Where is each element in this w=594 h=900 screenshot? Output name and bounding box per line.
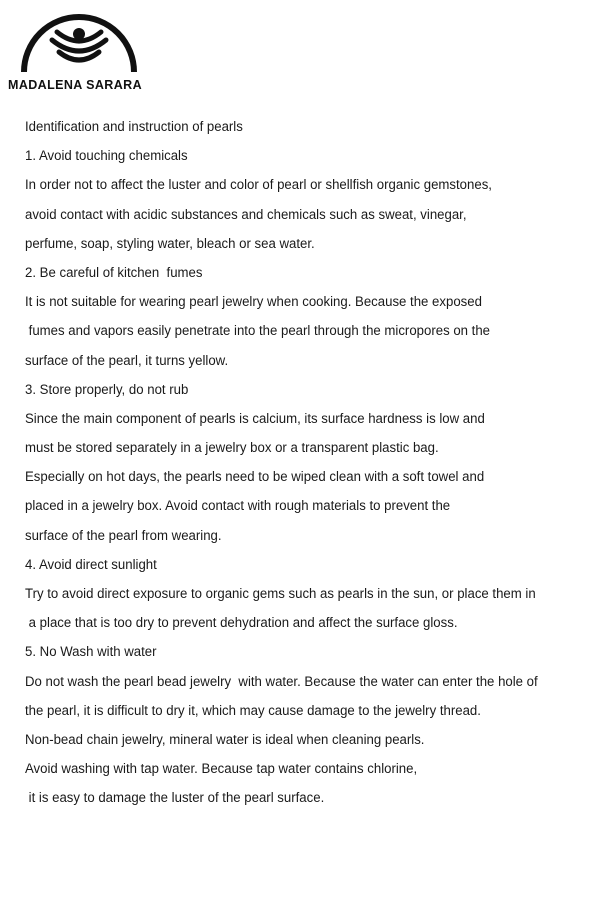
text-line: a place that is too dry to prevent dehydration and affect the surface gloss. — [25, 615, 458, 632]
text-line: avoid contact with acidic substances and chemicals such as sweat, vinegar, — [25, 206, 467, 223]
text-line: surface of the pearl, it turns yellow. — [25, 352, 229, 369]
text-line: 4. Avoid direct sunlight — [25, 556, 157, 573]
text-line: fumes and vapors easily penetrate into the pearl through the micropores on the — [25, 323, 491, 340]
text-line: perfume, soap, styling water, bleach or sea water. — [25, 235, 315, 252]
text-line: placed in a jewelry box. Avoid contact with rough materials to prevent the — [25, 498, 451, 515]
text-line: it is easy to damage the luster of the pearl surface. — [25, 790, 325, 807]
text-line: Try to avoid direct exposure to organic gems such as pearls in the sun, or place them in — [25, 586, 536, 602]
text-line: It is not suitable for wearing pearl jewelry when cooking. Because the exposed — [25, 294, 482, 311]
concentric-arc-eye-icon — [19, 10, 139, 74]
brand-logo — [8, 10, 158, 92]
text-line: Especially on hot days, the pearls need to be wiped clean with a soft towel and — [25, 469, 485, 486]
text-line: 5. No Wash with water — [25, 644, 157, 661]
text-line: Since the main component of pearls is calcium, its surface hardness is low and — [25, 410, 485, 427]
text-line: Avoid washing with tap water. Because tap water contains chlorine, — [25, 761, 418, 778]
text-line: Identification and instruction of pearls — [25, 119, 243, 135]
text-line: Do not wash the pearl bead jewelry with water. Because the water can enter the hole of — [25, 673, 538, 690]
text-line: Non-bead chain jewelry, mineral water is ideal when cleaning pearls. — [25, 731, 425, 748]
text-line: must be stored separately in a jewelry box or a transparent plastic bag. — [25, 440, 439, 457]
text-line: 3. Store properly, do not rub — [25, 381, 189, 398]
text-line: the pearl, it is difficult to dry it, which may cause damage to the jewelry thread. — [25, 702, 481, 719]
text-line: surface of the pearl from wearing. — [25, 527, 222, 544]
brand-name: MADALENA SARARA — [8, 78, 143, 92]
pearl-care-instructions — [25, 113, 591, 814]
text-line: 1. Avoid touching chemicals — [25, 148, 188, 165]
text-line: In order not to affect the luster and color of pearl or shellfish organic gemstones, — [25, 177, 492, 194]
text-line: 2. Be careful of kitchen fumes — [25, 264, 203, 281]
